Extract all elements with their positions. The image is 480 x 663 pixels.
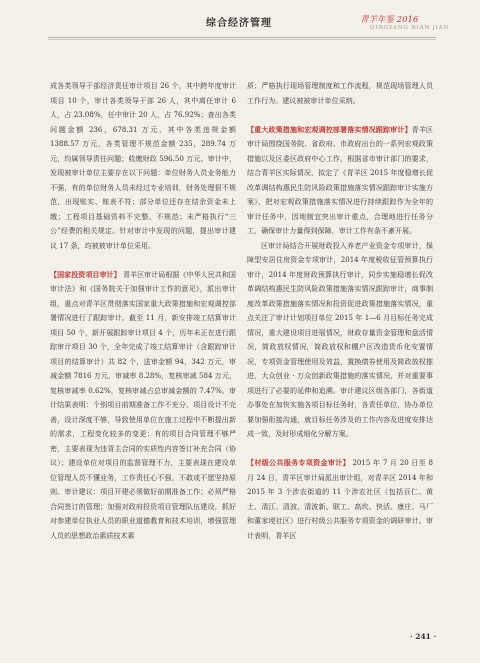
paragraph-text: 青羊区审计局根据《中华人民共和国审计法》和《国务院关于加强审计工作的意见》，派出审计组，重点对青羊区贯彻落实国家重大政策措施和宏观调控部署情况进行了跟踪审计。截至 11 月，新安排竣工结算审计项目 50 个，新开展跟踪审计项目 4 个，历年未正在进行跟踪审计项目 30 个，全年完成了竣工结算审计（含跟踪审计项目的结算审计）共 82 个，送审金额 94，342 万元，审减金额 7816 万元，审减率 8.28%，复核审减 584 万元，复核审减率 0.62%，复核审减占总审减金额的 7.47%。审计结果表明：个别项目前期准备工作不充分，项目设计不完善，设计深度不够，导致使用单位在施工过程中不断提出新的需求，工程变化较多的变更；有的项目合同管理不够严密，主要表现为违背主合同的实质性内容签订补充合同（协议）；建设单位对项目的监督管理不力，主要表现在建设单位管理人员不懂业务，工作责任心不强，不敢或不愿坚持原则。审计建议：项目开建必须做好前期准备工作；必须严格合同签订的管理；加强对政府投资项目管理队伍建设，抓好对参建单位执业人员的职业道德教育和技术培训，增强管理人员的思想政治素质技术素: [50, 269, 236, 540]
paragraph-text: 青羊区审计局围绕国务院、省政府、市政府出台的一系列宏观政策措施以及区委区政府中心工作，根据省市审计部门的要求，结合青羊区实际情况，拟定了《青羊区 2015 年度稳增长促改革调结构惠民生防风险政策措施落实情况跟踪审计实施方案》，把对宏观政策措施落实情况进行持续跟踪作为全年的审计任务中，因地制宜突出审计重点，合理地进行任务分工，确保审计力量得到保障，审计工作有条不紊开展。: [247, 124, 433, 235]
section-national-investment: [50, 268, 236, 544]
page-number: · 241 ·: [410, 632, 437, 641]
section-village-funds: [247, 456, 433, 543]
yearbook-title: 青羊年鉴 2016: [360, 15, 419, 25]
section-title: 综合经济管理: [206, 18, 272, 29]
section-policy-audit: [247, 123, 433, 239]
header-rule-thin: [48, 39, 436, 40]
page-header: [0, 0, 480, 46]
header-rule: [48, 37, 436, 38]
left-column: [50, 79, 236, 543]
paragraph-text: 区审计局结合开展财政投入养老产业资金专项审计，保障型安居住房资金专项审计，2014 年度税收征管预算执行审计，2014 年度财政预算执行审计，同步实施稳增长促改革调结构惠民生防风险政策措施落实情况跟踪审计，商事制度改革政策措施落实情况和投资促进政策措施落实情况，重点关注了审计计划项目单位 2015 年 1—6 月目标任务完成情况，重大建设项目进展情况，财政存量资金管理和盘活情况，简政放权情况，简政放权和棚户区改造货币化安置情况，专项资金管理使用及效益，置换债券使用及简政放权推进，大众创业 · 万众创新政策措施的落实情况，并对重要事项进行了必要的延伸和追溯。审计建议区级各部门，各街道办事处在加快实施各项目标任务时，各责任单位，协办单位要加强衔接沟通，就目标任务涉及的工作内容及进度安排达成一致，及时形成细化分解方案。: [247, 240, 433, 438]
section-heading: 【村级公共服务专项资金审计】: [247, 458, 350, 467]
paragraph-text: 2015 年 7 月 20 日至 8 月 24 日，青羊区审计局派出审计组，对青羊区 2014 年和 2015 年 3 个涉农街道的 11 个涉农社区（包括百仁、黄土、清江、清波、清波新、联工、高坎、快活、康庄、马厂和董家埂社区）进行村级公共服务专项资金的调研审计。审计表明，青羊区: [247, 458, 433, 540]
paragraph-continued: 成各类领导干部经济责任审计项目 26 个，其中跨年度审计项目 10 个，审计各类领导干部 26 人，其中离任审计 6 人，占 23.08%，任中审计 20 人，占 76.92%；查出各类问题金额 236，678.31 万元，其中各类违规金额 1388.57 万元，各类管理不规范金额 235，289.74 万元，均属领导责任问题；收缴财政 596.50 万元。审计中，发现被审计单位主要存在以下问题：单位财务人员业务能力不强，有的单位财务人员未经过专业培训，财务处理很不规范，出现账实、账表不符；部分单位还存在结余资金未上缴；工程项目基础资料不完整、不规范；未严格执行“三公”经费的相关规定。针对审计中发现的问题，提出审计建议 17 条，均被被审计单位采用。: [50, 81, 236, 250]
section-heading: 【重大政策措施和宏观调控部署落实情况跟踪审计】: [247, 124, 412, 134]
yearbook-pinyin: QINGYANG NIAN JIAN: [370, 25, 450, 31]
paragraph-continued: 质；严格执行现场管理制度和工作流程，规范现场管理人员工作行为。建议被被审计单位采纳。: [247, 81, 433, 105]
section-heading: 【国家投资项目审计】: [50, 269, 121, 279]
right-column: [247, 79, 433, 543]
